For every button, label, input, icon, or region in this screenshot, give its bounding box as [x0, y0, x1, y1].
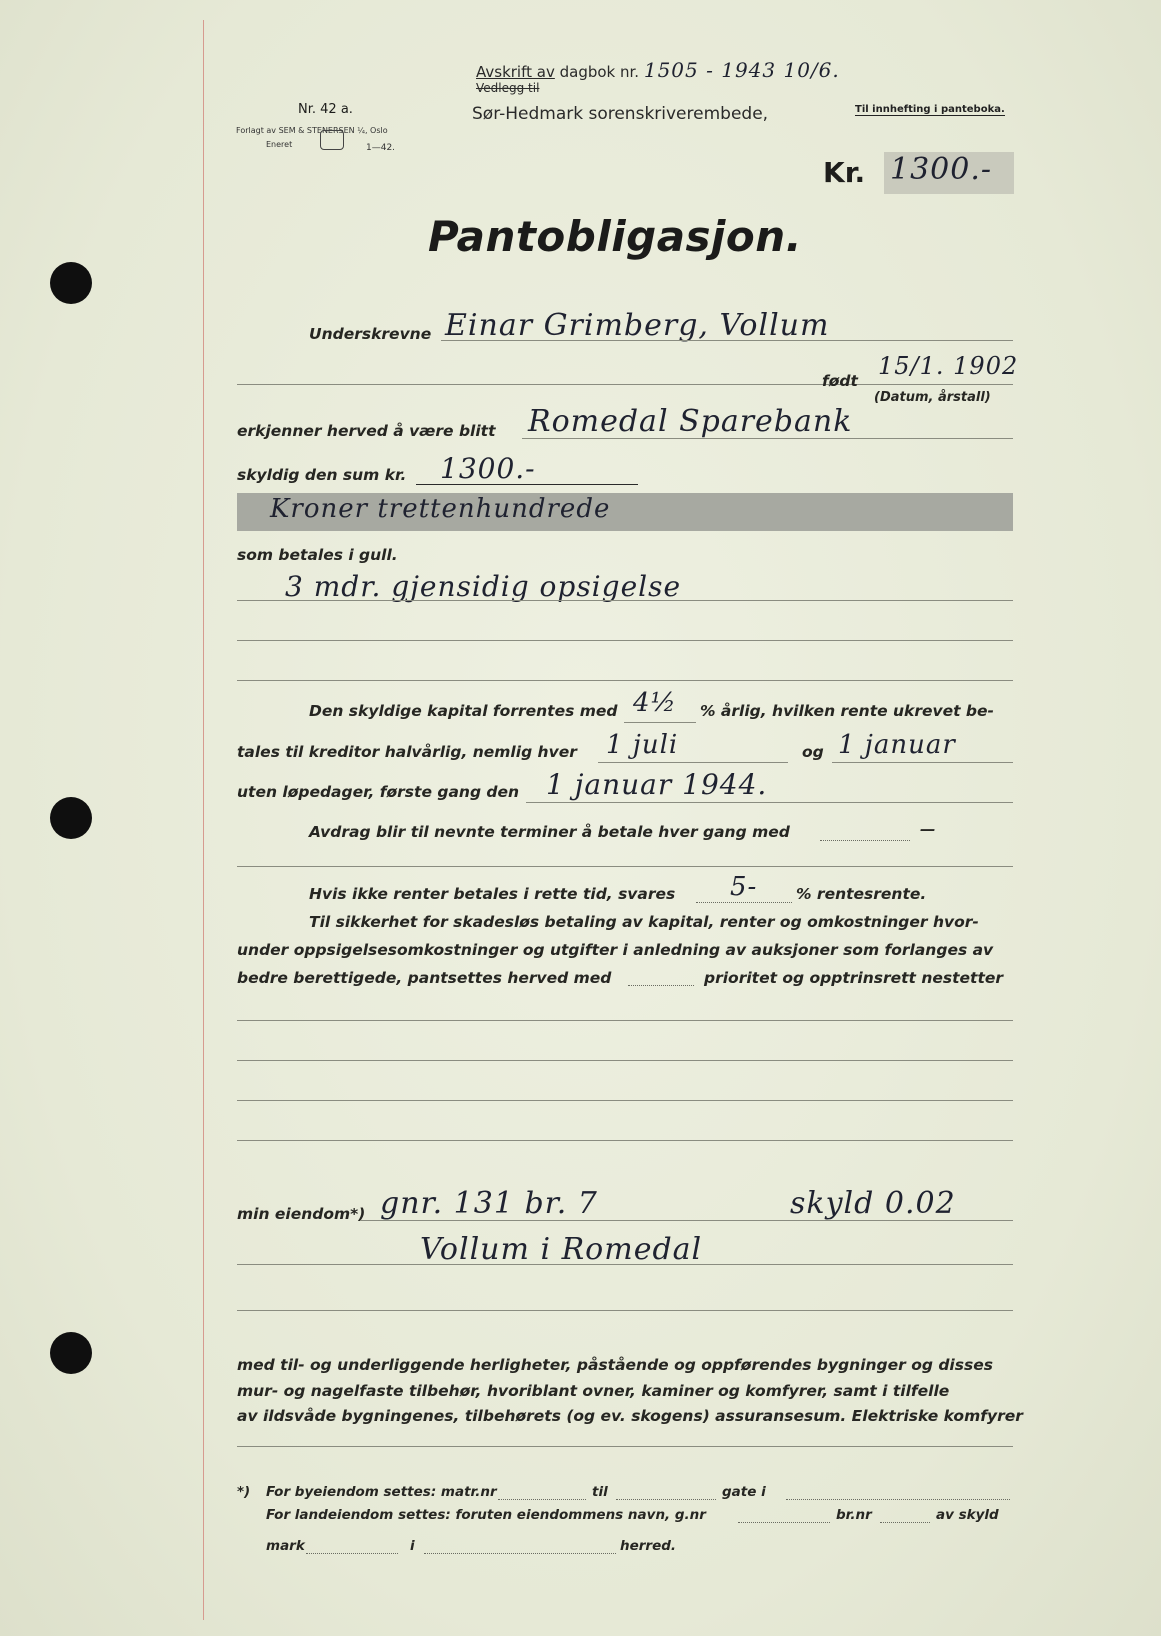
skyldig-label: skyldig den sum kr.	[237, 466, 407, 484]
avdrag-value: —	[920, 820, 936, 838]
underskrevne-value: Einar Grimberg, Vollum	[445, 308, 830, 343]
closing-line-3: av ildsvåde bygningenes, tilbehørets (og ev. skogens) assuransesum. Elektriske komfyrer	[237, 1407, 1023, 1425]
rule	[237, 1100, 1013, 1101]
hvis-a: Hvis ikke renter betales i rette tid, svares	[309, 885, 676, 903]
footnote-line-2a: For landeiendom settes: foruten eiendommens navn, g.nr	[266, 1507, 706, 1523]
dotted-rule	[880, 1522, 930, 1523]
fodt-label: født	[822, 372, 858, 390]
right-note: Til innhefting i panteboka.	[855, 104, 1005, 115]
stamp-entry: 1505 - 1943 10/6.	[643, 58, 840, 82]
rule	[624, 722, 696, 723]
rule	[598, 762, 788, 763]
closing-line-1: med til- og underliggende herligheter, påstående og oppførendes bygninger og disses	[237, 1356, 993, 1374]
rule	[526, 802, 1013, 803]
dotted-rule	[628, 985, 694, 986]
stamp-dagbok: dagbok nr.	[559, 63, 640, 81]
punch-hole	[50, 797, 92, 839]
stamp-vedlegg: Vedlegg til	[476, 81, 540, 95]
property-label: min eiendom*)	[237, 1205, 366, 1223]
term-1: 1 juli	[606, 730, 679, 760]
kr-amount: 1300.-	[890, 152, 993, 187]
interest-line-1b: % årlig, hvilken rente ukrevet be-	[700, 702, 994, 720]
publisher-code: 1—42.	[366, 143, 396, 153]
rule	[832, 762, 1013, 763]
rule	[237, 600, 1013, 601]
underskrevne-label: Underskrevne	[309, 325, 432, 343]
rule	[237, 1060, 1013, 1061]
interest-og: og	[802, 743, 824, 761]
publisher-logo	[320, 130, 344, 150]
footnote-line-3a: mark	[266, 1538, 305, 1554]
gull-label: som betales i gull.	[237, 546, 398, 564]
rule	[237, 384, 1013, 385]
hvis-b: % rentesrente.	[796, 885, 927, 903]
sikkerhet-line-2: under oppsigelsesomkostninger og utgifter i anledning av auksjoner som forlanges av	[237, 941, 994, 959]
sikkerhet-line-3a: bedre berettigede, pantsettes herved med	[237, 969, 612, 987]
interest-rate: 4½	[633, 688, 677, 718]
document-title: Pantobligasjon.	[428, 212, 803, 261]
skyldig-value: 1300.-	[440, 452, 536, 485]
interest-line-2a: tales til kreditor halvårlig, nemlig hver	[237, 743, 577, 761]
dotted-rule	[306, 1553, 398, 1554]
rule	[237, 640, 1013, 641]
footnote-line-1b: til	[592, 1484, 608, 1500]
footnote-line-2c: av skyld	[936, 1507, 999, 1523]
term-2: 1 januar	[838, 730, 956, 760]
margin-rule	[203, 20, 204, 1620]
rule	[237, 1264, 1013, 1265]
publisher-line: Forlagt av SEM & STENERSEN ¼, Oslo	[236, 126, 388, 135]
punch-hole	[50, 262, 92, 304]
punch-hole	[50, 1332, 92, 1374]
stamp-court: Sør-Hedmark sorenskriverembede,	[472, 104, 769, 124]
datum-label: (Datum, årstall)	[874, 390, 991, 405]
rule	[360, 1220, 1013, 1221]
form-number: Nr. 42 a.	[298, 102, 353, 117]
rule	[237, 1446, 1013, 1447]
interest-line-1a: Den skyldige kapital forrentes med	[309, 702, 618, 720]
closing-line-2: mur- og nagelfaste tilbehør, hvoriblant ovner, kaminer og komfyrer, samt i tilfelle	[237, 1382, 950, 1400]
dotted-rule	[820, 840, 910, 841]
dotted-rule	[786, 1499, 1010, 1500]
first-date: 1 januar 1944.	[546, 768, 768, 801]
rule	[441, 340, 1013, 341]
footnote-line-2b: br.nr	[836, 1507, 872, 1523]
erkjenner-value: Romedal Sparebank	[528, 404, 853, 439]
rule	[522, 438, 1013, 439]
dotted-rule	[738, 1522, 830, 1523]
kr-label: Kr.	[823, 156, 866, 189]
footnote-line-3c: herred.	[620, 1538, 677, 1554]
footnote-line-1c: gate i	[722, 1484, 766, 1500]
dotted-rule	[616, 1499, 716, 1500]
property-line-2: Vollum i Romedal	[420, 1232, 703, 1267]
rule	[237, 680, 1013, 681]
interest-line-3a: uten løpedager, første gang den	[237, 783, 520, 801]
property-skyld: skyld 0.02	[790, 1186, 956, 1221]
rule	[237, 1020, 1013, 1021]
sum-words: Kroner trettenhundrede	[270, 494, 611, 524]
rule	[237, 1310, 1013, 1311]
property-line-1: gnr. 131 br. 7	[380, 1186, 598, 1221]
opsigelse-value: 3 mdr. gjensidig opsigelse	[285, 570, 682, 603]
fodt-value: 15/1. 1902	[878, 352, 1019, 380]
sikkerhet-line-1: Til sikkerhet for skadesløs betaling av kapital, renter og omkostninger hvor-	[309, 913, 979, 931]
rentesrente: 5-	[730, 872, 758, 902]
dotted-rule	[498, 1499, 586, 1500]
rule	[237, 1140, 1013, 1141]
publisher-eneret: Eneret	[266, 140, 293, 149]
erkjenner-label: erkjenner herved å være blitt	[237, 422, 496, 440]
footnote-line-3b: i	[410, 1538, 415, 1554]
dotted-rule	[696, 902, 792, 903]
rule	[237, 866, 1013, 867]
rule	[416, 484, 638, 485]
footnote-line-1a: For byeiendom settes: matr.nr	[266, 1484, 497, 1500]
dotted-rule	[424, 1553, 616, 1554]
sikkerhet-line-3b: prioritet og opptrinsrett nestetter	[704, 969, 1004, 987]
stamp-line-1	[476, 58, 840, 82]
footnote-star: *)	[237, 1484, 251, 1500]
stamp-avskrift: Avskrift av	[476, 63, 555, 81]
avdrag-label: Avdrag blir til nevnte terminer å betale hver gang med	[309, 823, 790, 841]
